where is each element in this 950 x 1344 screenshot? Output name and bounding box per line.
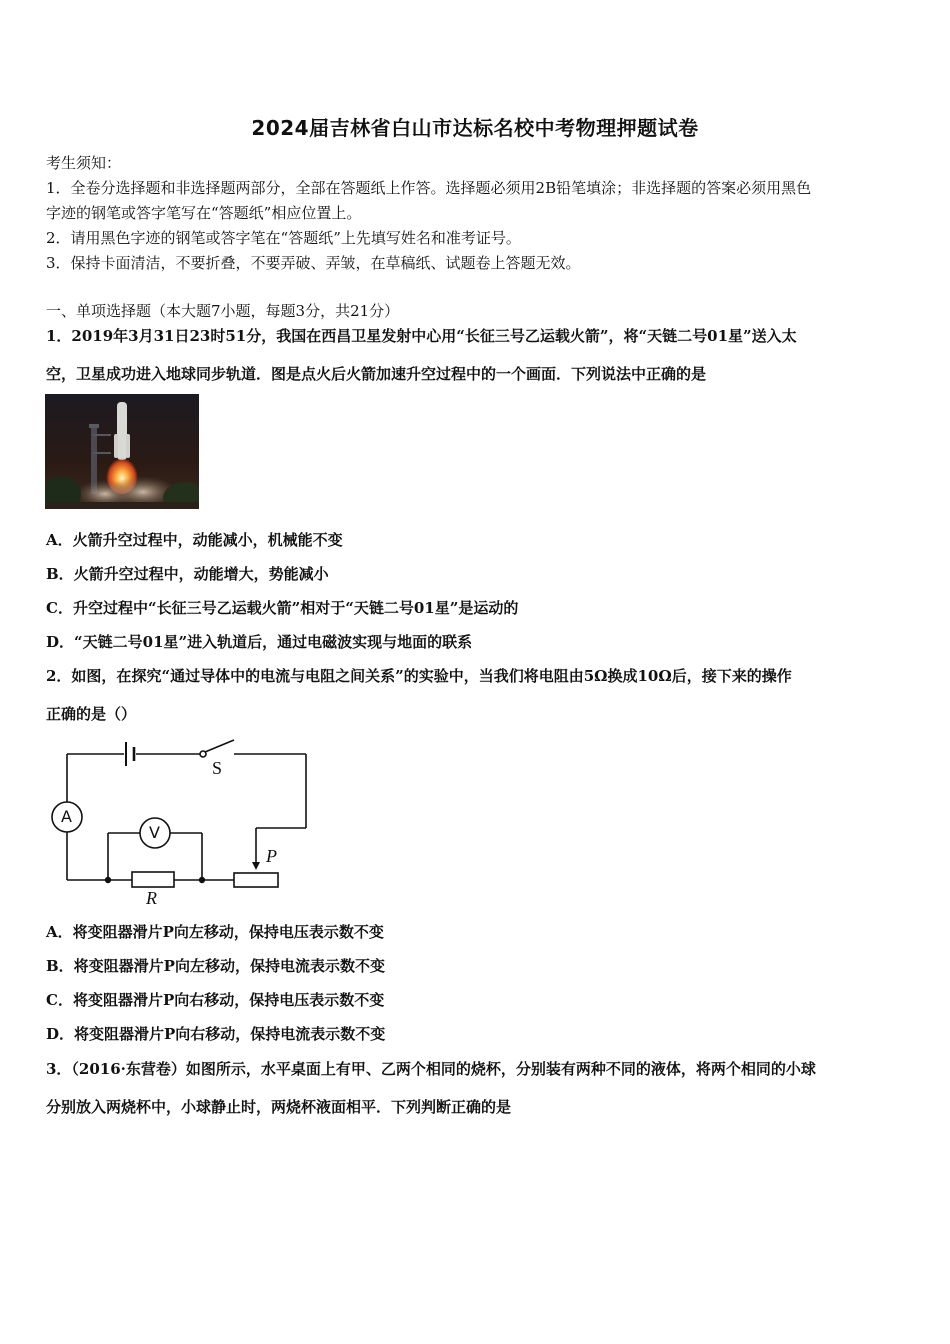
exam-title: 2024届吉林省白山市达标名校中考物理押题试卷 (251, 116, 699, 140)
question-2-stem-cont: 正确的是（） (46, 705, 137, 723)
notice-item-2: 2．请用黑色字迹的钢笔或答字笔在“答题纸”上先填写姓名和准考证号。 (46, 229, 521, 247)
question-3-stem: 3．（2016·东营卷）如图所示，水平桌面上有甲、乙两个相同的烧杯，分别装有两种不同的液体，将两个相同的小球 (46, 1060, 816, 1078)
question-2-stem: 2．如图，在探究“通过导体中的电流与电阻之间关系”的实验中，当我们将电阻由5Ω换成10Ω后，接下来的操作 (46, 667, 792, 685)
resistor-label: R (146, 888, 157, 908)
question-1-stem-cont: 空，卫星成功进入地球同步轨道．图是点火后火箭加速升空过程中的一个画面．下列说法中正确的是 (46, 365, 707, 383)
voltmeter-label: V (149, 823, 160, 842)
question-1-option-a: A．火箭升空过程中，动能减小，机械能不变 (46, 531, 343, 549)
notice-item-3: 3．保持卡面清洁，不要折叠，不要弄破、弄皱，在草稿纸、试题卷上答题无效。 (46, 254, 581, 272)
notice-item-1-cont: 字迹的钢笔或答字笔写在“答题纸”相应位置上。 (46, 204, 362, 222)
question-1-option-c: C．升空过程中“长征三号乙运载火箭”相对于“天链二号01星”是运动的 (46, 599, 519, 617)
question-2-option-c: C．将变阻器滑片P向右移动，保持电压表示数不变 (46, 991, 385, 1009)
question-2-option-a: A．将变阻器滑片P向左移动，保持电压表示数不变 (46, 923, 384, 941)
question-1-stem: 1．2019年3月31日23时51分，我国在西昌卫星发射中心用“长征三号乙运载火箭”，将“天链二号01星”送入太 (46, 327, 797, 345)
question-3-stem-cont: 分别放入两烧杯中，小球静止时，两烧杯液面相平．下列判断正确的是 (46, 1098, 512, 1116)
notice-heading: 考生须知： (46, 154, 122, 172)
notice-item-1: 1．全卷分选择题和非选择题两部分，全部在答题纸上作答。选择题必须用2B铅笔填涂；非选择题的答案必须用黑色 (46, 179, 812, 197)
slider-label: P (266, 846, 277, 866)
circuit-diagram (44, 736, 324, 916)
switch-label: S (212, 758, 223, 778)
rocket-launch-image (45, 394, 199, 509)
section-heading: 一、单项选择题（本大题7小题，每题3分，共21分） (46, 302, 400, 320)
ammeter-label: A (61, 807, 72, 826)
question-2-option-b: B．将变阻器滑片P向左移动，保持电流表示数不变 (46, 957, 385, 975)
question-1-option-b: B．火箭升空过程中，动能增大，势能减小 (46, 565, 329, 583)
question-2-option-d: D．将变阻器滑片P向右移动，保持电流表示数不变 (46, 1025, 386, 1043)
question-1-option-d: D．“天链二号01星”进入轨道后，通过电磁波实现与地面的联系 (46, 633, 473, 651)
